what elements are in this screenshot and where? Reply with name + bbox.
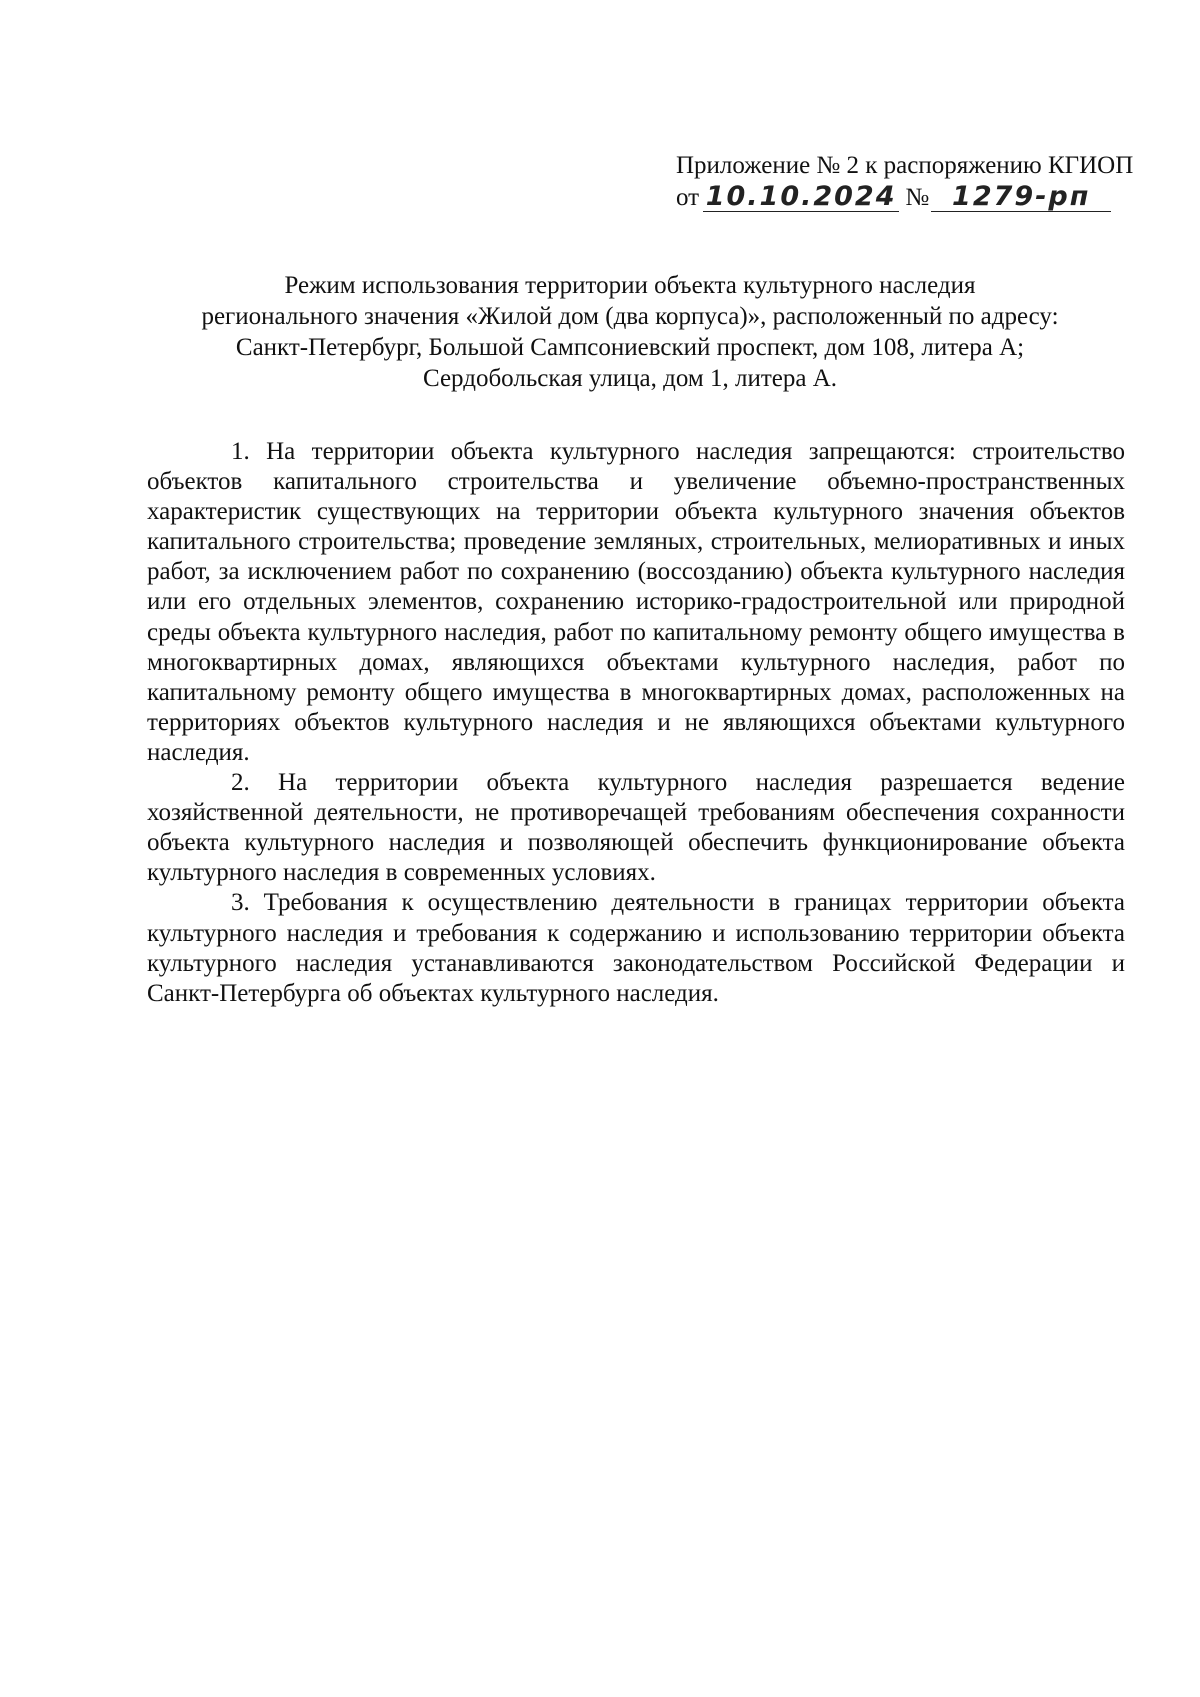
paragraph-3: 3. Требования к осуществлению деятельности в границах территории объекта культурного наследия и требования к содержанию и использованию территории объекта культурного наследия устанавливаются законодательством Российской Федерации и Санкт-Петербурга об объектах культурного наследия. <box>147 889 1125 1007</box>
handwritten-date: 10.10.2024 <box>703 183 899 212</box>
heading-line-3: Санкт-Петербург, Большой Сампсониевский проспект, дом 108, литера А; <box>235 334 1025 361</box>
paragraph-1: 1. На территории объекта культурного наследия запрещаются: строительство объектов капитального строительства и увеличение объемно-пространственных характеристик существующих на территории объекта культурного значения объектов капитального строительства; проведение земляных, строительных, мелиоративных и иных работ, за исключением работ по сохранению (воссозданию) объекта культурного наследия или его отдельных элементов, сохранению историко-градостроительной или природной среды объекта культурного наследия, работ по капитальному ремонту общего имущества в многоквартирных домах, являющихся объектами культурного наследия, работ по капитальному ремонту общего имущества в многоквартирных домах, расположенных на территориях объектов культурного наследия и не являющихся объектами культурного наследия. <box>147 438 1125 766</box>
document-heading <box>140 270 1120 394</box>
number-label: № <box>905 184 930 211</box>
appendix-date-number-line <box>676 182 1136 222</box>
handwritten-number: 1279-рп <box>931 183 1111 212</box>
heading-line-4: Сердобольская улица, дом 1, литера А. <box>422 365 837 392</box>
heading-line-2: регионального значения «Жилой дом (два корпуса)», расположенный по адресу: <box>201 303 1059 330</box>
heading-line-1: Режим использования территории объекта культурного наследия <box>284 272 976 299</box>
appendix-header <box>676 150 1136 222</box>
paragraph-2: 2. На территории объекта культурного наследия разрешается ведение хозяйственной деятельности, не противоречащей требованиям обеспечения сохранности объекта культурного наследия и позволяющей обеспечить функционирование объекта культурного наследия в современных условиях. <box>147 769 1125 887</box>
document-body <box>147 437 1125 1009</box>
from-label: от <box>676 184 700 211</box>
appendix-title: Приложение № 2 к распоряжению КГИОП <box>676 152 1134 179</box>
